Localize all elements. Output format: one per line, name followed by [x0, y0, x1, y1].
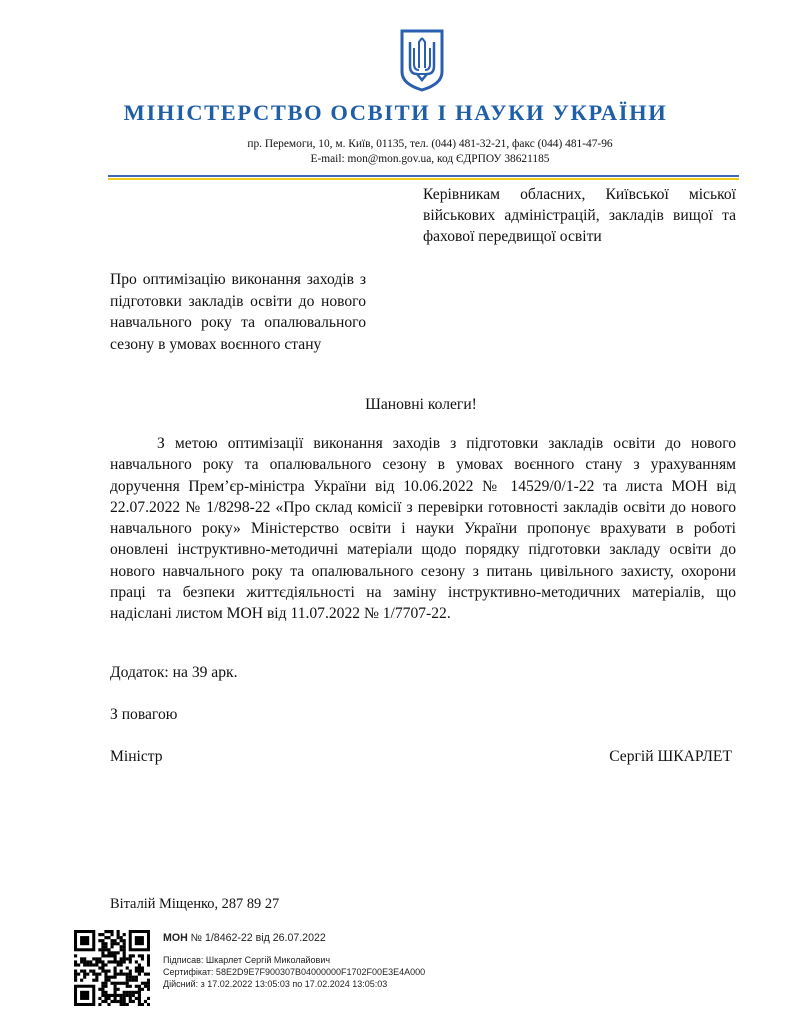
- certificate-id: Сертифікат: 58E2D9E7F900307B04000000F1702F00E3E4A000: [163, 967, 426, 977]
- letter-body: З метою оптимізації виконання заходів з підготовки закладів освіти до нового навчального року та опалювального сезону в умовах воєнного стану з урахуванням доручення Прем’єр-міністра України від 10.06.2022 № 14529/0/1-22 та листа МОН від 22.07.2022 № 1/8298-22 «Про склад комісії з перевірки готовності закладів освіти до нового навчального року» Міністерство освіти і науки України пропонує врахувати в роботі оновлені інструктивно-методичні матеріали щодо порядку підготовки закладу освіти до нового навчального року та опалювального сезону з питань цивільного захисту, охорони праці та безпеки життєдіяльності на заміну інструктивно-методичних матеріалів, що надіслані листом МОН від 11.07.2022 № 1/7707-22.: [110, 435, 736, 623]
- closing-phrase: З повагою: [110, 706, 178, 723]
- qr-code-icon: [74, 930, 150, 1006]
- executor-contact: Віталій Міщенко, 287 89 27: [110, 896, 280, 912]
- letter-subject: Про оптимізацію виконання заходів з підготовки закладів освіти до нового навчального року та опалювального сезону в умовах воєнного стану: [110, 271, 366, 353]
- ukrainian-coat-of-arms-icon: [399, 28, 445, 92]
- email-line: E-mail: mon@mon.gov.ua, код ЄДРПОУ 38621185: [310, 153, 550, 165]
- recipient-block: Керівникам обласних, Київської міської військових адміністрацій, закладів вищої та фахової передвищої освіти: [423, 186, 736, 245]
- certificate-validity: Дійсний: з 17.02.2022 13:05:03 по 17.02.2024 13:05:03: [163, 979, 388, 989]
- registration-number: МОН № 1/8462-22 від 26.07.2022: [163, 932, 326, 944]
- ministry-contacts: [160, 137, 700, 167]
- e-signature-block: [163, 932, 425, 990]
- signer-name: Сергій ШКАРЛЕТ: [609, 748, 732, 765]
- signer-position: Міністр: [110, 748, 163, 765]
- address-line: пр. Перемоги, 10, м. Київ, 01135, тел. (044) 481-32-21, факс (044) 481-47-96: [247, 138, 613, 150]
- signed-by: Підписав: Шкарлет Сергій Миколайович: [163, 955, 331, 965]
- header-divider-blue: [108, 175, 739, 177]
- header-divider-yellow: [108, 178, 739, 180]
- attachment-note: Додаток: на 39 арк.: [110, 664, 238, 681]
- ministry-title: МІНІСТЕРСТВО ОСВІТИ І НАУКИ УКРАЇНИ: [123, 100, 668, 125]
- greeting: Шановні колеги!: [365, 396, 477, 413]
